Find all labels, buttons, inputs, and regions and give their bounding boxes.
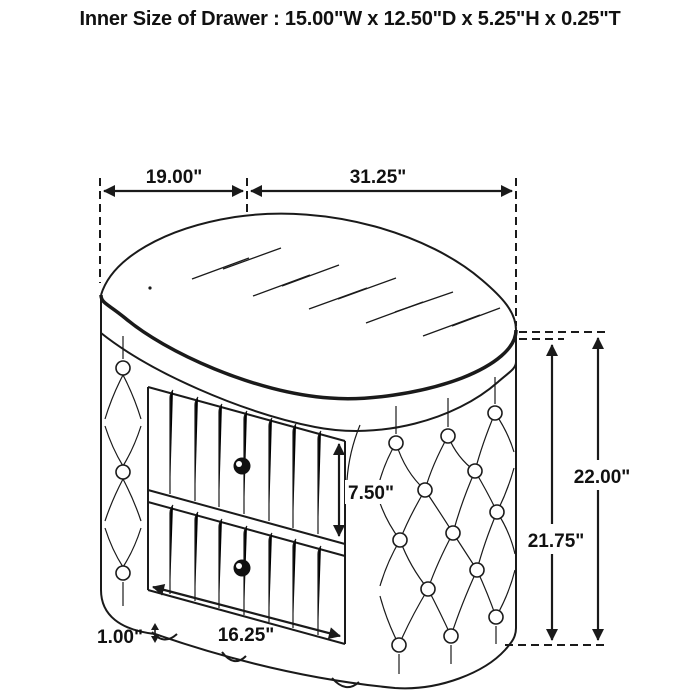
dimension-label-16.25: 16.25" [217, 625, 275, 646]
glass-reflection-lines [192, 248, 500, 336]
dimension-label-7.50: 7.50" [348, 483, 394, 504]
front-corner-curve [347, 425, 360, 480]
dimension-label-1.00: 1.00" [97, 627, 143, 648]
dimension-top-width-right [251, 167, 512, 191]
dimension-top-width-left [104, 167, 243, 191]
oval-top [101, 214, 516, 431]
dimension-label-21.75: 21.75" [527, 531, 585, 552]
dimension-overall-height [568, 338, 636, 640]
tufting-right-buttons [389, 406, 504, 652]
surface-speck [148, 286, 151, 289]
dimension-label-22.00: 22.00" [573, 467, 631, 488]
dimension-foot-height [97, 623, 159, 648]
tufting-right-panel [378, 377, 515, 674]
page-title: Inner Size of Drawer : 15.00"W x 12.50"D x 5.25"H x 0.25"T [79, 8, 621, 30]
dimension-label-31.25: 31.25" [349, 167, 407, 188]
dimension-drawer-front-height [339, 444, 401, 536]
oval-top-back-edge [101, 214, 516, 330]
oval-top-front-edge [101, 295, 516, 399]
drawer-2-knob [234, 560, 251, 577]
drawer-1-knob [234, 458, 251, 475]
tufting-left-buttons [116, 361, 130, 580]
foot-front [222, 652, 246, 661]
extension-lines [100, 178, 608, 645]
dimension-label-19.00: 19.00" [145, 167, 203, 188]
drawer-box [148, 387, 360, 644]
dimension-side-height [523, 345, 589, 640]
